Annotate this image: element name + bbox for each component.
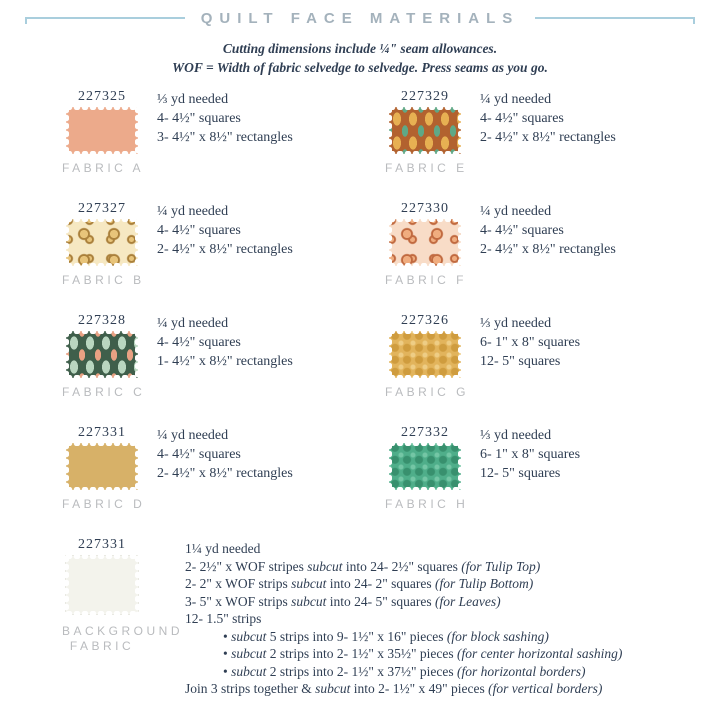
scallop-edge-left [386, 442, 392, 491]
instruction-segment: (for Tulip Bottom) [435, 576, 534, 591]
fabric-swatch [389, 219, 461, 266]
bullet-dot: • [223, 663, 232, 679]
scallop-edge-right [135, 218, 141, 267]
fabric-code: 227328 [78, 313, 126, 328]
fabric-label: FABRIC D [62, 497, 146, 511]
background-instruction-line [185, 575, 622, 593]
fabric-swatch-col [62, 313, 146, 400]
fabric-label: FABRIC H [385, 497, 469, 511]
background-instruction-line [185, 610, 622, 628]
background-instruction-line [185, 628, 622, 646]
scallop-edge-left [63, 330, 69, 379]
background-info [185, 540, 622, 698]
cutting-instruction-line: 1- 4½" x 8½" rectangles [157, 354, 293, 369]
fabric-card [62, 313, 379, 400]
instruction-segment: 5 strips into 9- 1½" x 16" pieces [266, 628, 447, 644]
scallop-edge-left [386, 106, 392, 155]
fabric-card [62, 201, 379, 288]
scallop-edge-left [386, 218, 392, 267]
cutting-instruction-line: ⅓ yd needed [157, 92, 229, 107]
background-fabric-label-line-2: FABRIC [69, 639, 135, 653]
scallop-edge-left [386, 330, 392, 379]
cutting-instruction-line: ¼ yd needed [480, 92, 552, 107]
cutting-instruction-line: 2- 4½" x 8½" rectangles [480, 242, 616, 257]
scallop-edge-right [135, 330, 141, 379]
cutting-instruction-line: ¼ yd needed [157, 428, 229, 443]
scallop-edge-right [458, 330, 464, 379]
cutting-instruction-line: 12- 5" squares [480, 466, 561, 481]
cutting-instruction-line: 4- 4½" squares [157, 335, 241, 350]
instruction-segment: subcut [291, 576, 327, 591]
background-instruction-line [185, 645, 622, 663]
instruction-segment: 1¼ yd needed [185, 541, 261, 556]
fabric-code: 227327 [78, 201, 126, 216]
instruction-segment: 2 strips into 2- 1½" x 35½" pieces [266, 646, 457, 661]
instruction-segment: into 24- 5" squares [326, 593, 436, 609]
scallop-edge-top [65, 553, 139, 559]
cutting-instruction-line: ¼ yd needed [480, 204, 552, 219]
fabric-swatch-col [385, 313, 470, 400]
fabric-swatch [66, 219, 138, 266]
scallop-edge-bottom [65, 611, 139, 617]
cutting-instruction-line: 4- 4½" squares [157, 447, 241, 462]
cutting-instruction-line: 2- 4½" x 8½" rectangles [480, 130, 616, 145]
background-fabric-label-line-1: BACKGROUND [62, 624, 184, 638]
fabric-swatch-col [62, 201, 145, 288]
instruction-segment: into 24- 2" squares [326, 576, 436, 591]
header [0, 7, 720, 29]
fabric-swatch [389, 331, 461, 378]
cutting-instruction-line: ¼ yd needed [157, 204, 229, 219]
instruction-segment: (for Leaves) [435, 593, 501, 609]
scallop-edge-bottom [388, 375, 462, 381]
fabric-info [480, 202, 616, 288]
fabric-label: FABRIC E [385, 161, 468, 175]
cutting-instruction-line: 3- 4½" x 8½" rectangles [157, 130, 293, 145]
scallop-edge-left [63, 442, 69, 491]
scallop-edge-bottom [65, 263, 139, 269]
background-instruction-line [185, 680, 622, 698]
background-fabric-label [62, 624, 184, 654]
background-instruction-line [185, 558, 622, 576]
instruction-segment: 12- 1.5" strips [185, 611, 262, 626]
instruction-segment: 2- 2½" x WOF stripes [185, 558, 308, 574]
fabric-info [157, 426, 293, 512]
fabric-swatch [66, 331, 138, 378]
fabric-info [157, 90, 293, 176]
fabric-swatch-col [385, 89, 468, 176]
fabric-swatch-col [62, 89, 145, 176]
background-instruction-line [185, 540, 622, 558]
scallop-edge-left [63, 555, 69, 615]
instruction-segment: subcut [231, 646, 267, 661]
scallop-edge-left [63, 106, 69, 155]
fabric-info [480, 314, 580, 400]
fabric-label: FABRIC C [62, 385, 146, 399]
header-rule-right [535, 17, 695, 19]
fabric-label: FABRIC B [62, 273, 145, 287]
fabric-label: FABRIC A [62, 161, 145, 175]
fabric-card [62, 425, 379, 512]
cutting-instruction-line: ⅓ yd needed [480, 316, 552, 331]
fabric-card [385, 89, 702, 176]
instruction-segment: 2 strips into 2- 1½" x 37½" pieces [266, 663, 457, 679]
instruction-segment: subcut [291, 593, 327, 609]
instruction-segment: (for horizontal borders) [457, 663, 586, 679]
fabric-info [157, 314, 293, 400]
fabric-label: FABRIC F [385, 273, 468, 287]
fabric-card [385, 201, 702, 288]
instruction-segment: subcut [307, 558, 343, 574]
instruction-segment: into 24- 2½" squares [342, 558, 462, 574]
fabric-swatch [66, 443, 138, 490]
scallop-edge-right [135, 442, 141, 491]
fabric-info [480, 90, 616, 176]
fabric-card [62, 89, 379, 176]
fabric-swatch-col [385, 201, 468, 288]
instruction-segment: (for block sashing) [446, 628, 549, 644]
background-fabric-code: 227331 [78, 537, 126, 552]
fabric-swatch [389, 443, 461, 490]
instruction-segment: (for center horizontal sashing) [457, 646, 623, 661]
instruction-segment: subcut [315, 681, 351, 696]
scallop-edge-bottom [388, 487, 462, 493]
intro-note [0, 39, 720, 77]
fabric-swatch [389, 107, 461, 154]
background-fabric-section [0, 537, 720, 698]
instruction-segment: (for vertical borders) [488, 681, 603, 696]
instruction-segment: 2- 2" x WOF strips [185, 576, 292, 591]
background-fabric-swatch [65, 555, 139, 615]
instruction-segment: (for Tulip Top) [461, 558, 541, 574]
scallop-edge-bottom [65, 151, 139, 157]
intro-line-2: WOF = Width of fabric selvedge to selvedge. Press seams as you go. [172, 60, 548, 75]
fabric-label: FABRIC G [385, 385, 470, 399]
cutting-instruction-line: ¼ yd needed [157, 316, 229, 331]
cutting-instruction-line: 2- 4½" x 8½" rectangles [157, 466, 293, 481]
page-title: QUILT FACE MATERIALS [200, 9, 520, 27]
fabric-info [480, 426, 580, 512]
instruction-segment: subcut [231, 663, 267, 679]
fabric-swatch-col [62, 425, 146, 512]
fabric-info [157, 202, 293, 288]
scallop-edge-right [135, 555, 141, 615]
scallop-edge-right [458, 218, 464, 267]
fabric-code: 227332 [401, 425, 449, 440]
scallop-edge-bottom [388, 263, 462, 269]
cutting-instruction-line: 4- 4½" squares [480, 223, 564, 238]
scallop-edge-left [63, 218, 69, 267]
fabric-code: 227330 [401, 201, 449, 216]
header-rule-left [25, 17, 185, 19]
cutting-instruction-line: 2- 4½" x 8½" rectangles [157, 242, 293, 257]
cutting-instruction-line: 6- 1" x 8" squares [480, 335, 581, 350]
fabric-card [385, 313, 702, 400]
fabric-code: 227331 [78, 425, 126, 440]
instruction-segment: into 2- 1½" x 49" pieces [350, 681, 489, 696]
scallop-edge-bottom [388, 151, 462, 157]
background-instruction-line [185, 663, 622, 681]
bullet-dot: • [223, 628, 232, 644]
intro-line-1: Cutting dimensions include ¼" seam allowances. [222, 41, 498, 56]
instruction-segment: subcut [231, 628, 267, 644]
fabric-code: 227329 [401, 89, 449, 104]
instruction-segment: 3- 5" x WOF strips [185, 593, 292, 609]
fabric-code: 227325 [78, 89, 126, 104]
cutting-instruction-line: ⅓ yd needed [480, 428, 552, 443]
fabric-swatch [66, 107, 138, 154]
cutting-instruction-line: 4- 4½" squares [157, 111, 241, 126]
scallop-edge-right [135, 106, 141, 155]
bullet-dot: • [223, 646, 232, 661]
fabric-code: 227326 [401, 313, 449, 328]
cutting-instruction-line: 12- 5" squares [480, 354, 561, 369]
scallop-edge-bottom [65, 375, 139, 381]
scallop-edge-right [458, 106, 464, 155]
cutting-instruction-line: 4- 4½" squares [157, 223, 241, 238]
instruction-segment: Join 3 strips together & [185, 681, 316, 696]
fabric-card [385, 425, 702, 512]
fabric-grid [0, 89, 720, 512]
cutting-instruction-line: 4- 4½" squares [480, 111, 564, 126]
scallop-edge-bottom [65, 487, 139, 493]
background-instruction-line [185, 593, 622, 611]
background-swatch-col [62, 537, 184, 698]
cutting-instruction-line: 6- 1" x 8" squares [480, 447, 581, 462]
fabric-swatch-col [385, 425, 469, 512]
scallop-edge-right [458, 442, 464, 491]
